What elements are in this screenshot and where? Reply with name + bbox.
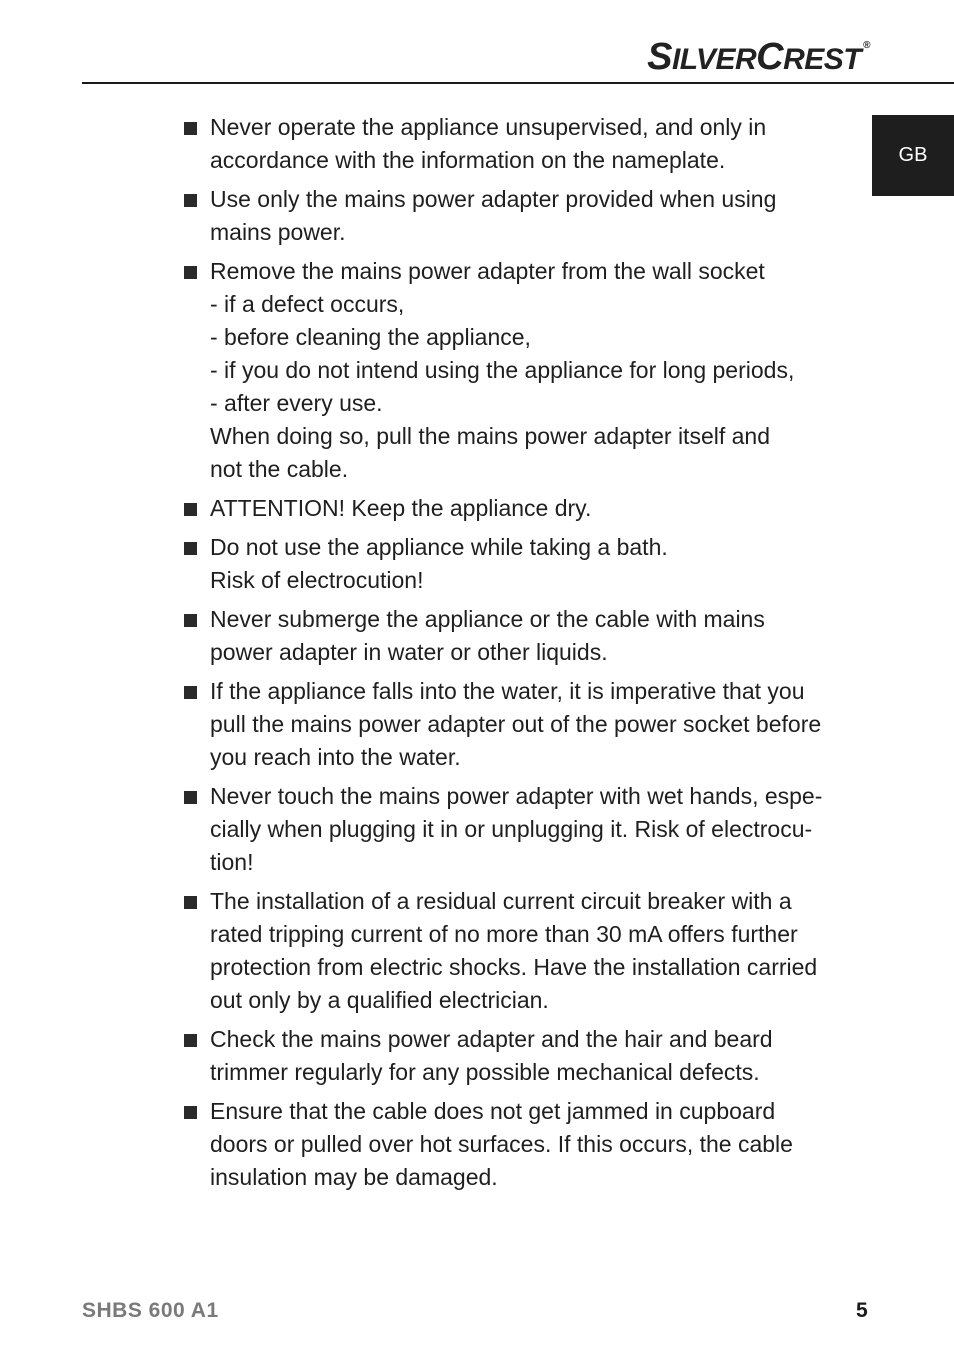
list-item-text-line: Risk of electrocution! [210,567,424,593]
list-item-text-line: insulation may be damaged. [210,1164,498,1190]
square-bullet-icon [184,896,197,909]
square-bullet-icon [184,266,197,279]
list-item-text-line: Check the mains power adapter and the hair and beard [210,1026,773,1052]
list-item [183,675,843,774]
list-item-text-line: cially when plugging it in or unplugging it. Risk of electrocu- [210,816,813,842]
list-item-text-line: tion! [210,849,254,875]
list-item-text-line: not the cable. [210,456,349,482]
square-bullet-icon [184,122,197,135]
list-item-text-line: Ensure that the cable does not get jammed in cupboard [210,1098,776,1124]
header-divider [82,82,954,84]
list-item [183,603,843,669]
list-item-text-line: doors or pulled over hot surfaces. If this occurs, the cable [210,1131,793,1157]
list-item-text-line: out only by a qualified electrician. [210,987,549,1013]
language-tab: GB [872,115,954,196]
list-item [183,1023,843,1089]
list-item [183,111,843,177]
list-item [183,531,843,597]
list-item [183,780,843,879]
list-item-text-line: The installation of a residual current circuit breaker with a [210,888,792,914]
list-item [183,255,843,486]
square-bullet-icon [184,194,197,207]
list-item-text-line: When doing so, pull the mains power adapter itself and [210,423,770,449]
list-item-text-line: you reach into the water. [210,744,461,770]
list-item-text-line: Never operate the appliance unsupervised, and only in [210,114,767,140]
square-bullet-icon [184,791,197,804]
footer-model-number: SHBS 600 A1 [82,1299,219,1322]
list-item-text-line: ATTENTION! Keep the appliance dry. [210,495,592,521]
list-item [183,492,843,525]
brand-logo: SILVERCREST ® [647,36,870,78]
list-item-text-line: accordance with the information on the nameplate. [210,147,726,173]
list-item-text-line: If the appliance falls into the water, it is imperative that you [210,678,805,704]
list-item-text-line: - if a defect occurs, [210,291,405,317]
page-number: 5 [856,1299,868,1322]
list-item-text-line: Never submerge the appliance or the cable with mains [210,606,765,632]
square-bullet-icon [184,614,197,627]
square-bullet-icon [184,1106,197,1119]
square-bullet-icon [184,503,197,516]
list-item-text-line: pull the mains power adapter out of the power socket before [210,711,822,737]
list-item-text-line: - if you do not intend using the appliance for long periods, [210,357,795,383]
list-item-text-line: Never touch the mains power adapter with wet hands, espe- [210,783,823,809]
list-item-text-line: trimmer regularly for any possible mechanical defects. [210,1059,760,1085]
list-item [183,885,843,1017]
list-item-text-line: Do not use the appliance while taking a bath. [210,534,668,560]
square-bullet-icon [184,542,197,555]
list-item-text-line: Remove the mains power adapter from the wall socket [210,258,765,284]
square-bullet-icon [184,1034,197,1047]
list-item-text-line: - after every use. [210,390,383,416]
list-item-text-line: rated tripping current of no more than 30 mA offers further [210,921,798,947]
list-item [183,183,843,249]
list-item-text-line: power adapter in water or other liquids. [210,639,608,665]
list-item-text-line: Use only the mains power adapter provided when using [210,186,777,212]
list-item-text-line: protection from electric shocks. Have the installation carried [210,954,818,980]
list-item-text-line: - before cleaning the appliance, [210,324,531,350]
list-item-text-line: mains power. [210,219,346,245]
square-bullet-icon [184,686,197,699]
safety-instructions-list [183,111,843,1200]
list-item [183,1095,843,1194]
